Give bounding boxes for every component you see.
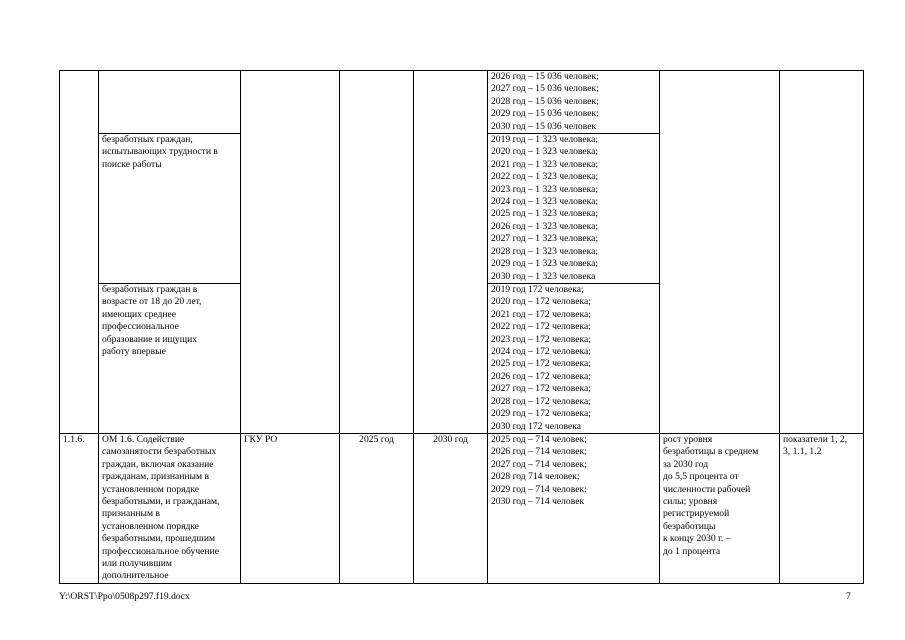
program-table <box>59 70 864 584</box>
cell-result <box>660 71 780 434</box>
cell-executor <box>241 71 340 434</box>
cell-name: безработных граждан в возрасте от 18 до 20 лет, имеющих среднее профессиональное образование и ищущих работу впервые <box>99 284 241 434</box>
table-row <box>60 433 864 583</box>
cell-num: 1.1.6. <box>60 433 99 583</box>
cell-num <box>60 71 99 434</box>
cell-start: 2025 год <box>340 433 414 583</box>
cell-result: рост уровня безработицы в среднем за 2030 год до 5,5 процента от численности рабочей силы; уровня регистрируемой безработицы к концу 2030 г. – до 1 процента <box>660 433 780 583</box>
cell-values: 2025 год – 714 человек; 2026 год – 714 человек; 2027 год – 714 человек; 2028 год 714 человек; 2029 год – 714 человек; 2030 год – 714 человек <box>488 433 660 583</box>
cell-values: 2019 год 172 человека; 2020 год – 172 человека; 2021 год – 172 человека; 2022 год – 172 человека; 2023 год – 172 человека; 2024 год – 172 человека; 2025 год – 172 человека; 2026 год – 172 человека; 2027 год – 172 человека; 2028 год – 172 человека; 2029 год – 172 человека; 2030 год 172 человека <box>488 284 660 434</box>
cell-end: 2030 год <box>414 433 488 583</box>
footer-file-path: Y:\ORST\Ppo\0508p297.f19.docx <box>59 591 190 602</box>
cell-end <box>414 71 488 434</box>
cell-values: 2026 год – 15 036 человек; 2027 год – 15 036 человек; 2028 год – 15 036 человек; 2029 год – 15 036 человек; 2030 год – 15 036 человек <box>488 71 660 134</box>
cell-indicators: показатели 1, 2, 3, 1.1, 1.2 <box>780 433 864 583</box>
page-number: 7 <box>846 591 851 602</box>
cell-name: ОМ 1.6. Содействие самозанятости безработных граждан, включая оказание гражданам, признанным в установленном порядке безработными, и гражданам, признанным в установленном порядке безработными, прошедшим профессиональное обучение или получившим дополнительное <box>99 433 241 583</box>
cell-values: 2019 год – 1 323 человека; 2020 год – 1 323 человека; 2021 год – 1 323 человека; 2022 год – 1 323 человека; 2023 год – 1 323 человека; 2024 год – 1 323 человека; 2025 год – 1 323 человека; 2026 год – 1 323 человека; 2027 год – 1 323 человека; 2028 год – 1 323 человека; 2029 год – 1 323 человека; 2030 год – 1 323 человека <box>488 134 660 284</box>
cell-start <box>340 71 414 434</box>
table-row <box>60 71 864 134</box>
cell-executor: ГКУ РО <box>241 433 340 583</box>
cell-indicators <box>780 71 864 434</box>
cell-name <box>99 71 241 134</box>
cell-name: безработных граждан, испытывающих трудности в поиске работы <box>99 134 241 284</box>
